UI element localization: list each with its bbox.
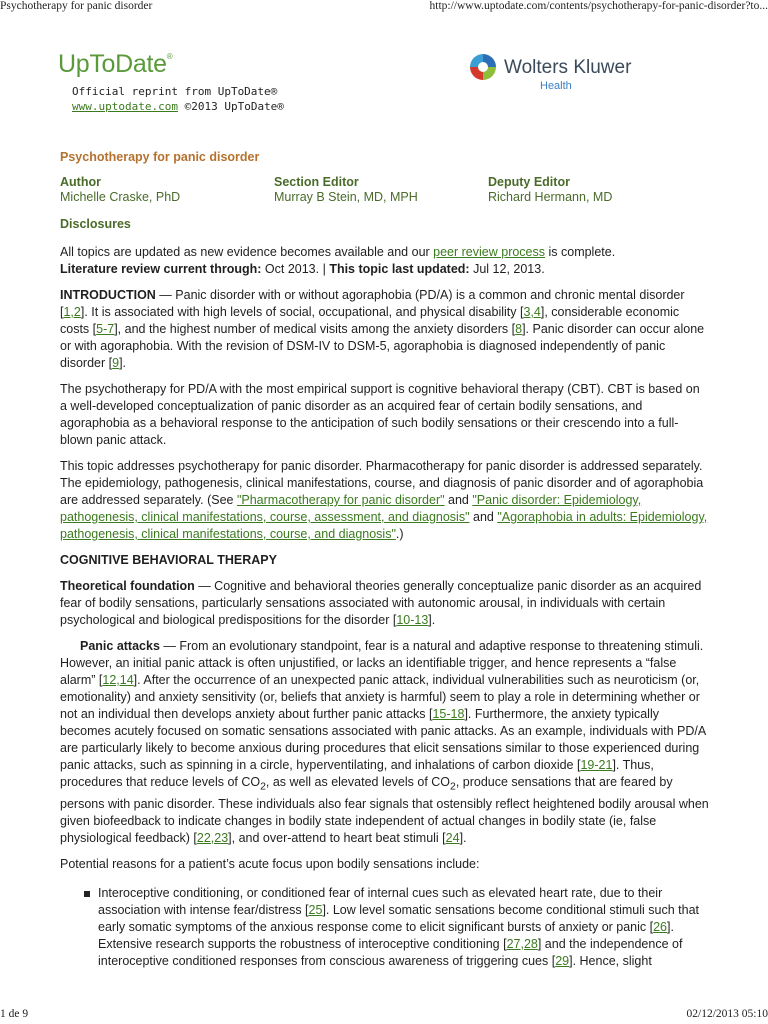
author-label: Author (60, 175, 101, 189)
reference-link[interactable]: 26 (653, 919, 668, 934)
theory-paragraph: Theoretical foundation — Cognitive and behavioral theories generally conceptualize panic disorder as an acquired fear of bodily sensations, particularly sensations associated with autonomic arousal, in individuals with certain psychological and biological predispositions for the disorder [10-13]. (60, 579, 702, 627)
topic-link[interactable]: "Pharmacotherapy for panic disorder" (236, 493, 445, 507)
reference-link[interactable]: 9 (112, 356, 120, 370)
deputy-editor-label: Deputy Editor (488, 175, 570, 189)
publisher-division: Health (540, 80, 572, 92)
update-notice: All topics are updated as new evidence becomes available and our peer review process is complete. Literature review current through: Oct 2013. | This topic last updated: Jul 12, 2013. (60, 245, 616, 276)
list-item: Interoceptive conditioning, or conditioned fear of internal cues such as elevated heart rate, due to their association with intense fear/distress [25]. Low level somatic sensations become conditional stimuli such that early somatic symptoms of the anxious response come to elicit significant bursts of anxiety or panic [26]. Extensive research supports the robustness of interoceptive conditioning [27,28] and the independence of interoceptive conditioned responses from conscious awareness of triggering cues [29]. Hence, slight (98, 885, 710, 970)
reference-link[interactable]: 25 (308, 902, 323, 917)
print-footer (0, 1008, 768, 1022)
uptodate-logo[interactable]: UpToDate® (58, 50, 173, 78)
reference-link[interactable]: 10-13 (396, 613, 429, 627)
print-datetime: 02/12/2013 05:10 (686, 1008, 768, 1020)
reference-link[interactable]: 29 (555, 953, 570, 968)
reference-link[interactable]: 3,4 (523, 305, 541, 319)
reprint-line: Official reprint from UpToDate® (72, 85, 278, 98)
reference-link[interactable]: 15-18 (432, 707, 465, 721)
print-header (0, 0, 768, 14)
topic-link[interactable]: "Agoraphobia in adults: Epidemiology, pathogenesis, clinical manifestations, course, and diagnosis" (60, 510, 708, 541)
topic-link[interactable]: "Panic disorder: Epidemiology, pathogenesis, clinical manifestations, course, assessment, and diagnosis" (60, 493, 642, 524)
reference-link[interactable]: 19-21 (580, 758, 613, 772)
publisher-name: Wolters Kluwer (504, 57, 632, 78)
cbt-heading: COGNITIVE BEHAVIORAL THERAPY (60, 553, 277, 567)
article-body (60, 244, 710, 970)
author-name: Michelle Craske, PhD (60, 190, 181, 204)
intro-heading: INTRODUCTION (60, 288, 156, 302)
section-editor-label: Section Editor (274, 175, 359, 189)
copyright: ©2013 UpToDate® (184, 100, 284, 113)
deputy-editor-name: Richard Hermann, MD (488, 190, 613, 204)
reference-link[interactable]: 8 (515, 322, 523, 336)
bullet-intro: Potential reasons for a patient’s acute focus upon bodily sensations include: (60, 856, 480, 871)
reference-link[interactable]: 12,14 (102, 673, 134, 687)
wolters-kluwer-logo[interactable] (470, 54, 650, 94)
reference-link[interactable]: 1,2 (63, 305, 81, 319)
reference-link[interactable]: 24 (445, 830, 460, 845)
print-header-url: http://www.uptodate.com/contents/psychotherapy-for-panic-disorder?to... (429, 0, 768, 12)
disclosures-link[interactable]: Disclosures (60, 217, 131, 231)
section-editor-name: Murray B Stein, MD, MPH (274, 190, 418, 204)
reasons-list (60, 885, 710, 970)
panic-attacks-paragraph: Panic attacks — From an evolutionary standpoint, fear is a natural and adaptive response to threatening stimuli. However, an initial panic attack is often unjustified, or lacks an identifiable trigger, and hence represents a “false alarm” [12,14]. After the occurrence of an unexpected panic attack, individual vulnerabilities such as neuroticism (or, emotionality) and anxiety sensitivity (or, beliefs that anxiety is harmful) seem to play a role in determining whether or not an individual then develops anxiety about further panic attacks [15-18]. Furthermore, the anxiety typically becomes acutely focused on somatic sensations associated with panic attacks. As an example, individuals with PD/A are particularly likely to become anxious during procedures that elicit sensations similar to those experienced during panic attacks, such as spinning in a circle, hyperventilating, and inhalations of carbon dioxide [19-21]. Thus, procedures that reduce levels of $CO_2$, as well as elevated levels of $CO_2$, produce sensations that are feared by persons with panic disorder. These individuals also fear signals that ostensibly reflect heightened bodily arousal when given biofeedback to indicate changes in bodily state independent of actual changes in bodily state (ie, false physiological feedback) [22,23], and over-attend to heart beat stimuli [24]. (60, 639, 709, 845)
topic-title: Psychotherapy for panic disorder (60, 150, 260, 164)
cbt-overview-paragraph: The psychotherapy for PD/A with the most empirical support is cognitive behavioral therapy (CBT). CBT is based on a well-developed conceptualization of panic disorder as an acquired fear of certain bodily sensations, and agoraphobia as a behavioral response to the anticipation of such bodily sensations or their crescendo into a full-blown panic attack. (60, 382, 700, 447)
print-header-title: Psychotherapy for panic disorder (0, 0, 153, 12)
wolters-kluwer-mark-icon (470, 54, 496, 80)
page-number: 1 de 9 (0, 1008, 29, 1020)
reference-link[interactable]: 27,28 (506, 936, 538, 951)
peer-review-link[interactable]: peer review process (433, 245, 546, 259)
uptodate-link[interactable]: www.uptodate.com (72, 100, 178, 113)
intro-paragraph: INTRODUCTION — Panic disorder with or without agoraphobia (PD/A) is a common and chronic mental disorder [1,2]. It is associated with high levels of social, occupational, and physical disability [3,4], considerable economic costs [5-7], and the highest number of medical visits among the anxiety disorders [8]. Panic disorder can occur alone or with agoraphobia. With the revision of DSM-IV to DSM-5, agoraphobia is diagnosed independently of panic disorder [9]. (60, 288, 705, 370)
reference-link[interactable]: 22,23 (196, 830, 229, 845)
scope-paragraph: This topic addresses psychotherapy for panic disorder. Pharmacotherapy for panic disorder is addressed separately. The epidemiology, pathogenesis, clinical manifestations, course, and diagnosis of panic disorder and of agoraphobia are addressed separately. (See "Pharmacotherapy for panic disorder" and "Panic disorder: Epidemiology, pathogenesis, clinical manifestations, course, assessment, and diagnosis" and "Agoraphobia in adults: Epidemiology, pathogenesis, clinical manifestations, course, and diagnosis".) (60, 459, 708, 541)
reprint-notice (72, 84, 284, 114)
reference-link[interactable]: 5-7 (96, 322, 115, 336)
